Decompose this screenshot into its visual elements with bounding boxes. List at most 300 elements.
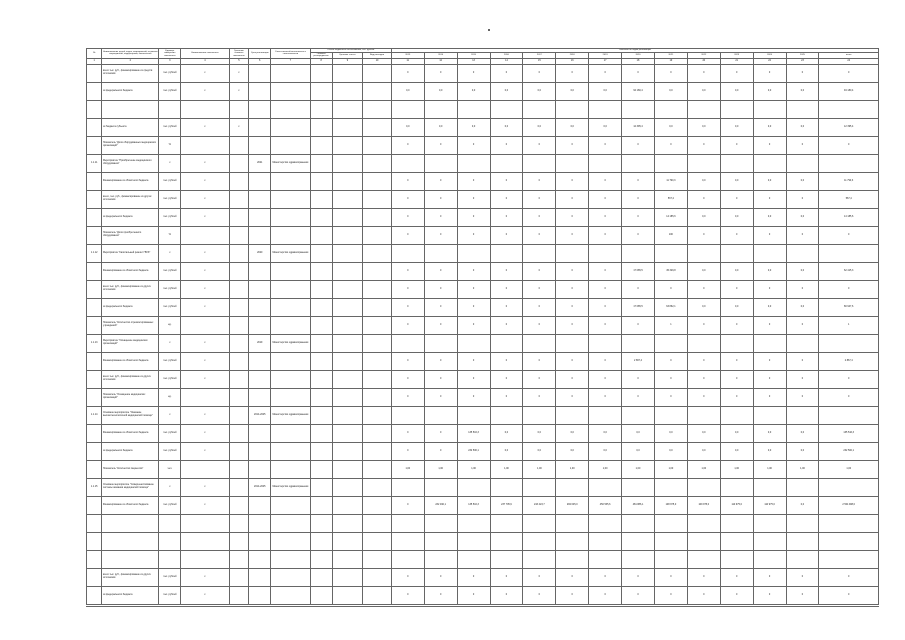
table-cell: 0,0 bbox=[556, 442, 589, 460]
table-cell bbox=[753, 154, 786, 172]
table-cell: х bbox=[181, 424, 229, 442]
table-cell bbox=[786, 514, 819, 532]
table-cell bbox=[271, 496, 310, 514]
table-cell bbox=[310, 496, 332, 514]
table-cell: 0,0 bbox=[786, 442, 819, 460]
table-cell: 0 bbox=[687, 136, 720, 154]
table-cell: 0 bbox=[457, 136, 490, 154]
table-cell: 0 bbox=[457, 298, 490, 316]
table-cell: 2019 bbox=[249, 334, 271, 352]
table-cell bbox=[391, 478, 424, 496]
table-cell: тыс. рублей bbox=[159, 64, 181, 82]
table-cell: х bbox=[181, 118, 229, 136]
table-cell bbox=[332, 568, 363, 586]
column-index-cell: 17 bbox=[589, 58, 622, 64]
table-cell: 0,0 bbox=[490, 424, 523, 442]
table-cell: 0,0 bbox=[720, 208, 753, 226]
table-cell: 94 180,4 bbox=[622, 82, 655, 100]
table-cell bbox=[181, 100, 229, 118]
table-cell bbox=[720, 550, 753, 568]
header-cell: Наименование показателя bbox=[181, 49, 229, 59]
table-cell: 1 bbox=[654, 316, 687, 334]
table-cell bbox=[457, 100, 490, 118]
table-cell: 0 bbox=[523, 388, 556, 406]
table-cell: 232 500,1 bbox=[457, 442, 490, 460]
table-cell: х bbox=[229, 82, 249, 100]
table-cell bbox=[271, 280, 310, 298]
table-cell bbox=[332, 244, 363, 262]
table-cell bbox=[363, 478, 392, 496]
table-cell: 0 bbox=[753, 568, 786, 586]
table-cell bbox=[229, 370, 249, 388]
table-cell: 1.1.11 bbox=[87, 154, 102, 172]
table-cell bbox=[363, 568, 392, 586]
table-cell bbox=[457, 244, 490, 262]
table-cell: 0,0 bbox=[687, 262, 720, 280]
table-cell: 0 bbox=[457, 568, 490, 586]
table-cell: 0,0 bbox=[556, 82, 589, 100]
table-cell bbox=[249, 118, 271, 136]
table-cell: 0 bbox=[589, 226, 622, 244]
table-cell bbox=[229, 298, 249, 316]
table-cell bbox=[424, 334, 457, 352]
table-cell bbox=[249, 316, 271, 334]
table-cell bbox=[424, 478, 457, 496]
table-cell: 1,00 bbox=[687, 460, 720, 478]
table-row bbox=[87, 586, 879, 604]
table-row bbox=[87, 190, 879, 208]
table-cell: 0 bbox=[490, 586, 523, 604]
table-cell: 0,0 bbox=[654, 82, 687, 100]
table-cell: 0 bbox=[720, 136, 753, 154]
table-cell bbox=[622, 514, 655, 532]
table-cell: 0 bbox=[622, 388, 655, 406]
table-cell: тыс. рублей bbox=[159, 352, 181, 370]
table-cell: 0 bbox=[753, 280, 786, 298]
table-cell bbox=[523, 406, 556, 424]
table-cell bbox=[310, 208, 332, 226]
table-cell bbox=[332, 82, 363, 100]
table-cell bbox=[310, 550, 332, 568]
table-cell: 0 bbox=[391, 316, 424, 334]
table-cell bbox=[310, 568, 332, 586]
table-row bbox=[87, 460, 879, 478]
table-cell bbox=[556, 532, 589, 550]
table-cell: 0,0 bbox=[523, 82, 556, 100]
table-cell bbox=[424, 532, 457, 550]
table-cell bbox=[622, 478, 655, 496]
table-row bbox=[87, 478, 879, 496]
table-cell: х bbox=[181, 64, 229, 82]
table-cell bbox=[229, 568, 249, 586]
table-cell: 0 bbox=[391, 298, 424, 316]
table-cell bbox=[490, 532, 523, 550]
table-cell bbox=[654, 514, 687, 532]
table-row bbox=[87, 388, 879, 406]
table-cell: х bbox=[181, 154, 229, 172]
table-cell: 0 bbox=[391, 424, 424, 442]
table-cell bbox=[229, 442, 249, 460]
table-cell: 0 bbox=[424, 64, 457, 82]
table-cell: 0,0 bbox=[753, 298, 786, 316]
table-cell bbox=[271, 226, 310, 244]
table-cell: 1.1.12 bbox=[87, 244, 102, 262]
table-cell: 0,0 bbox=[424, 82, 457, 100]
table-cell bbox=[556, 550, 589, 568]
column-index-cell: 1 bbox=[87, 58, 102, 64]
table-cell: 0 bbox=[457, 316, 490, 334]
table-cell: тыс. рублей bbox=[159, 568, 181, 586]
table-row bbox=[87, 262, 879, 280]
row-label-cell: Финансирование из областного бюджета bbox=[102, 424, 159, 442]
table-cell: 0 bbox=[391, 352, 424, 370]
table-cell bbox=[363, 172, 392, 190]
table-cell bbox=[819, 334, 879, 352]
table-cell bbox=[622, 244, 655, 262]
table-cell bbox=[753, 478, 786, 496]
table-cell: 0 bbox=[819, 136, 879, 154]
table-cell: 0 bbox=[753, 388, 786, 406]
table-cell bbox=[271, 190, 310, 208]
table-cell bbox=[654, 334, 687, 352]
table-cell: 0 bbox=[490, 262, 523, 280]
column-index-cell: 20 bbox=[687, 58, 720, 64]
table-cell bbox=[249, 586, 271, 604]
table-cell: 0 bbox=[654, 586, 687, 604]
table-cell bbox=[332, 262, 363, 280]
table-cell bbox=[363, 280, 392, 298]
table-cell bbox=[720, 334, 753, 352]
table-cell: 0 bbox=[622, 370, 655, 388]
table-cell: х bbox=[229, 64, 249, 82]
table-cell: 0,0 bbox=[753, 424, 786, 442]
row-label-cell: Основное мероприятие "Совершенствование системы оказания медицинской помощи" bbox=[102, 478, 159, 496]
table-cell bbox=[363, 100, 392, 118]
table-cell bbox=[229, 514, 249, 532]
table-cell: 1 bbox=[819, 316, 879, 334]
table-cell: 2014-2025 bbox=[249, 406, 271, 424]
table-cell: 14 185,6 bbox=[654, 208, 687, 226]
table-cell bbox=[819, 478, 879, 496]
table-cell: 0,0 bbox=[786, 118, 819, 136]
table-cell: 0,0 bbox=[687, 172, 720, 190]
table-cell: 2014-2025 bbox=[249, 478, 271, 496]
year-header: 2015 bbox=[457, 52, 490, 58]
table-cell bbox=[310, 262, 332, 280]
table-cell bbox=[229, 262, 249, 280]
table-cell bbox=[753, 514, 786, 532]
table-row bbox=[87, 442, 879, 460]
table-cell bbox=[229, 136, 249, 154]
table-cell: 0,0 bbox=[753, 208, 786, 226]
table-cell bbox=[249, 496, 271, 514]
table-cell: 0 bbox=[687, 352, 720, 370]
table-cell bbox=[310, 298, 332, 316]
table-cell: 0 bbox=[391, 226, 424, 244]
table-cell: х bbox=[181, 82, 229, 100]
table-cell bbox=[556, 334, 589, 352]
table-cell: тыс. рублей bbox=[159, 262, 181, 280]
table-cell bbox=[229, 334, 249, 352]
table-cell bbox=[332, 424, 363, 442]
table-cell: Министерство здравоохранения bbox=[271, 154, 310, 172]
table-cell: 0,0 bbox=[753, 172, 786, 190]
table-cell: 0 bbox=[391, 190, 424, 208]
table-cell bbox=[310, 100, 332, 118]
page-mark bbox=[488, 29, 490, 31]
column-index-cell: 18 bbox=[622, 58, 655, 64]
table-cell: тыс. рублей bbox=[159, 424, 181, 442]
row-label-cell: из бюджета субъекта bbox=[102, 118, 159, 136]
table-cell: 0 bbox=[556, 172, 589, 190]
table-cell: 282 645,0 bbox=[556, 496, 589, 514]
table-cell bbox=[556, 514, 589, 532]
table-cell: 0 bbox=[391, 262, 424, 280]
table-cell: 0 bbox=[589, 352, 622, 370]
table-cell bbox=[332, 154, 363, 172]
table-cell: 0 bbox=[753, 64, 786, 82]
table-cell: 0 bbox=[687, 226, 720, 244]
table-cell: 11 790,3 bbox=[654, 172, 687, 190]
table-cell bbox=[363, 136, 392, 154]
row-label-cell: Показатель "Доля приобретенного оборудования" bbox=[102, 226, 159, 244]
column-index-cell: 16 bbox=[556, 58, 589, 64]
table-cell bbox=[87, 298, 102, 316]
table-cell bbox=[271, 82, 310, 100]
table-cell: х bbox=[159, 478, 181, 496]
table-cell: Министерство здравоохранения bbox=[271, 406, 310, 424]
table-cell: 0,0 bbox=[720, 118, 753, 136]
table-cell: 0 bbox=[589, 370, 622, 388]
table-cell bbox=[556, 244, 589, 262]
column-index-cell: 13 bbox=[457, 58, 490, 64]
table-cell: 0 bbox=[556, 388, 589, 406]
table-cell bbox=[363, 352, 392, 370]
table-cell: 0,0 bbox=[654, 442, 687, 460]
table-cell bbox=[249, 388, 271, 406]
table-cell: 0,0 bbox=[523, 442, 556, 460]
table-cell bbox=[271, 118, 310, 136]
table-cell bbox=[457, 154, 490, 172]
table-cell: 135 516,3 bbox=[457, 424, 490, 442]
table-cell bbox=[87, 388, 102, 406]
table-cell: 0 bbox=[391, 136, 424, 154]
table-cell: 0 bbox=[589, 190, 622, 208]
table-cell: 0 bbox=[490, 64, 523, 82]
table-cell bbox=[271, 388, 310, 406]
row-label-cell: из федерального бюджета bbox=[102, 586, 159, 604]
table-cell bbox=[310, 82, 332, 100]
table-cell: 237 705,9 bbox=[490, 496, 523, 514]
row-label-cell: всего тыс. руб., финансирование из других источников bbox=[102, 568, 159, 586]
year-header: 2019 bbox=[589, 52, 622, 58]
table-cell bbox=[332, 316, 363, 334]
table-cell: 0 bbox=[589, 568, 622, 586]
table-cell bbox=[753, 550, 786, 568]
table-cell bbox=[363, 190, 392, 208]
table-cell bbox=[720, 100, 753, 118]
table-cell: 0 bbox=[391, 442, 424, 460]
table-cell: 0 bbox=[654, 568, 687, 586]
table-cell: 0 bbox=[457, 388, 490, 406]
table-cell: 0 bbox=[556, 136, 589, 154]
table-cell bbox=[332, 190, 363, 208]
table-cell: 0 bbox=[424, 190, 457, 208]
table-cell: 1,00 bbox=[720, 460, 753, 478]
table-cell: 110 975,0 bbox=[720, 496, 753, 514]
table-cell: 0 bbox=[622, 568, 655, 586]
table-cell: 0,0 bbox=[490, 82, 523, 100]
table-cell: 0,0 bbox=[556, 424, 589, 442]
table-cell: 1,00 bbox=[654, 460, 687, 478]
table-cell bbox=[87, 280, 102, 298]
table-cell bbox=[310, 172, 332, 190]
header-cell: Вид расходов bbox=[363, 52, 392, 58]
table-cell: 0 bbox=[720, 190, 753, 208]
table-cell bbox=[271, 586, 310, 604]
table-cell bbox=[87, 190, 102, 208]
table-cell bbox=[332, 586, 363, 604]
table-cell bbox=[589, 334, 622, 352]
table-cell bbox=[249, 532, 271, 550]
table-cell bbox=[87, 208, 102, 226]
table-cell: 0 bbox=[622, 136, 655, 154]
table-cell: х bbox=[181, 586, 229, 604]
table-row bbox=[87, 244, 879, 262]
table-cell bbox=[622, 100, 655, 118]
table-cell: 450 535,6 bbox=[589, 496, 622, 514]
table-cell bbox=[271, 64, 310, 82]
table-cell bbox=[391, 244, 424, 262]
table-cell bbox=[654, 244, 687, 262]
table-cell: тыс. рублей bbox=[159, 118, 181, 136]
table-row bbox=[87, 424, 879, 442]
table-cell: тыс. рублей bbox=[159, 190, 181, 208]
table-cell: 0 bbox=[819, 370, 879, 388]
table-row bbox=[87, 226, 879, 244]
table-cell: 232 500,1 bbox=[819, 442, 879, 460]
table-cell bbox=[332, 208, 363, 226]
table-cell: 0,0 bbox=[523, 118, 556, 136]
table-cell: х bbox=[181, 352, 229, 370]
table-cell bbox=[363, 460, 392, 478]
table-cell bbox=[271, 316, 310, 334]
table-cell: 0,0 bbox=[720, 442, 753, 460]
table-cell bbox=[87, 316, 102, 334]
table-cell: % bbox=[159, 136, 181, 154]
table-cell: 0 bbox=[523, 370, 556, 388]
budget-table bbox=[86, 48, 879, 605]
table-cell bbox=[249, 136, 271, 154]
table-cell: 0 bbox=[687, 190, 720, 208]
table-cell: 0 bbox=[687, 586, 720, 604]
table-cell: 0 bbox=[720, 226, 753, 244]
table-cell bbox=[786, 334, 819, 352]
table-cell bbox=[332, 172, 363, 190]
table-cell bbox=[271, 136, 310, 154]
table-cell: 0 bbox=[687, 280, 720, 298]
table-cell: 0 bbox=[457, 352, 490, 370]
table-cell: 0,0 bbox=[589, 82, 622, 100]
table-cell bbox=[249, 352, 271, 370]
table-cell: 0 bbox=[490, 280, 523, 298]
table-cell: 0,0 bbox=[589, 424, 622, 442]
table-cell: 0 bbox=[490, 352, 523, 370]
table-row bbox=[87, 406, 879, 424]
table-cell bbox=[363, 406, 392, 424]
table-cell: 63 862,1 bbox=[654, 298, 687, 316]
table-cell bbox=[363, 586, 392, 604]
table-cell: % bbox=[159, 226, 181, 244]
table-cell bbox=[87, 64, 102, 82]
table-cell: 0 bbox=[786, 190, 819, 208]
table-cell bbox=[332, 226, 363, 244]
table-cell: 0 bbox=[391, 208, 424, 226]
column-index-cell: 5 bbox=[229, 58, 249, 64]
table-cell: 0 bbox=[589, 64, 622, 82]
table-cell: 0,0 bbox=[424, 118, 457, 136]
table-cell bbox=[363, 496, 392, 514]
table-cell: 110 975,0 bbox=[753, 496, 786, 514]
table-header bbox=[87, 49, 879, 65]
table-cell bbox=[363, 334, 392, 352]
header-cell: № bbox=[87, 49, 102, 59]
table-cell: 0 bbox=[424, 586, 457, 604]
table-cell: Министерство здравоохранения bbox=[271, 244, 310, 262]
table-cell: 0 bbox=[523, 352, 556, 370]
table-cell: 0 bbox=[424, 262, 457, 280]
table-cell: 0 bbox=[720, 64, 753, 82]
table-cell: 2 504 908,0 bbox=[819, 496, 879, 514]
table-cell: 0 bbox=[424, 280, 457, 298]
table-row bbox=[87, 496, 879, 514]
column-index-cell: 7 bbox=[271, 58, 310, 64]
table-cell: 0 bbox=[391, 388, 424, 406]
table-cell: 0,0 bbox=[589, 118, 622, 136]
table-row bbox=[87, 298, 879, 316]
table-cell: 0 bbox=[490, 136, 523, 154]
table-cell: 0 bbox=[523, 226, 556, 244]
table-cell: 0 bbox=[589, 172, 622, 190]
table-cell: 0 bbox=[819, 280, 879, 298]
table-cell: 0 bbox=[457, 172, 490, 190]
column-index-cell: 2 bbox=[102, 58, 159, 64]
table-cell: 0,0 bbox=[523, 424, 556, 442]
table-cell: 0 bbox=[523, 190, 556, 208]
table-cell bbox=[589, 100, 622, 118]
table-cell bbox=[87, 532, 102, 550]
table-cell bbox=[457, 514, 490, 532]
table-cell: 0 bbox=[654, 370, 687, 388]
table-cell: 1.1.15 bbox=[87, 478, 102, 496]
table-cell bbox=[229, 532, 249, 550]
table-cell bbox=[490, 154, 523, 172]
table-cell: х bbox=[181, 406, 229, 424]
table-cell bbox=[249, 190, 271, 208]
column-index-cell: 9 bbox=[332, 58, 363, 64]
table-cell bbox=[332, 100, 363, 118]
table-cell: 0 bbox=[720, 388, 753, 406]
column-index-cell: 8 bbox=[310, 58, 332, 64]
table-cell: 1,00 bbox=[424, 460, 457, 478]
table-cell bbox=[249, 460, 271, 478]
table-cell: 100 bbox=[654, 226, 687, 244]
table-cell bbox=[181, 532, 229, 550]
table-cell bbox=[753, 334, 786, 352]
column-index-cell: 21 bbox=[720, 58, 753, 64]
table-cell bbox=[687, 334, 720, 352]
table-cell: 0 bbox=[753, 190, 786, 208]
